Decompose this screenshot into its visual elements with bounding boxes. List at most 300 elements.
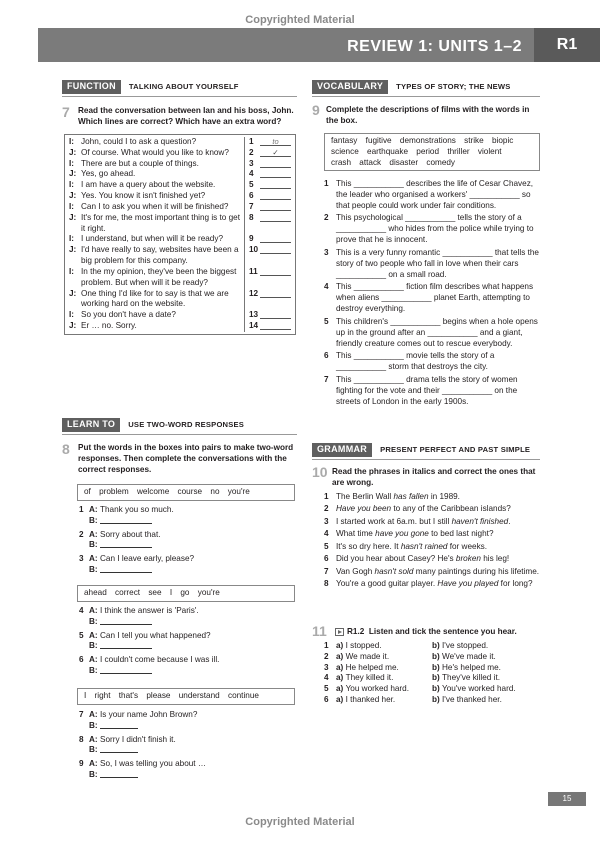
italic-phrase[interactable]: have you gone [375, 529, 429, 539]
prompt-text: Can I tell you what happened? [100, 630, 211, 640]
item-number: 7 [324, 375, 329, 385]
description-text: This psychological ___________ tells the story of a ___________ who hides from the police while trying to prove that he is innocent. [336, 213, 534, 245]
spacer [79, 641, 89, 652]
description-item [324, 317, 544, 349]
line-text: Er … no. Sorry. [81, 321, 137, 331]
divider [62, 434, 297, 435]
task-instruction: Read the phrases in italics and correct the ones that are wrong. [332, 467, 536, 487]
conversation-group-1 [79, 505, 299, 579]
conversation-row [65, 245, 295, 267]
sentence-pair [324, 652, 544, 663]
line-text: John, could I to ask a question? [81, 137, 197, 146]
option-b-text: You've worked hard. [442, 684, 516, 694]
item-number: 2 [79, 529, 84, 539]
response-blank[interactable] [100, 565, 152, 573]
line-number: 6 [244, 191, 254, 202]
divider [312, 96, 540, 97]
word-line: fantasy fugitive demonstrations strike biopic [331, 136, 514, 145]
speaker-b: B: [89, 540, 98, 550]
speaker: I: [69, 310, 75, 320]
description-item [324, 248, 544, 280]
speaker: I: [69, 158, 75, 168]
description-text: This ___________ movie tells the story of a ___________ storm that destroys the city. [336, 351, 495, 372]
audio-play-icon[interactable] [335, 628, 344, 636]
prompt-text: I think the answer is 'Paris'. [100, 606, 199, 615]
speaker-b: B: [89, 515, 98, 525]
word-box-1: of problem welcome course no you're [77, 484, 295, 501]
item-number: 5 [324, 684, 329, 694]
speaker: I: [69, 234, 75, 244]
response-blank[interactable] [100, 641, 152, 649]
option-a-letter: a) [336, 673, 346, 683]
line-number: 4 [244, 169, 254, 180]
speaker-b: B: [89, 641, 98, 651]
task-instruction: Read the conversation between Ian and his boss, John. Which lines are correct? Which have an extra word? [78, 106, 294, 126]
option-b-letter: b) [432, 641, 443, 650]
line-text: Yes. You know it isn't finished yet? [81, 191, 206, 201]
option-a-text: They killed it. [345, 673, 394, 683]
grammar-tag: GRAMMAR [312, 443, 372, 457]
speaker: J: [69, 212, 77, 222]
option-a-letter: a) [336, 684, 346, 694]
conversation-group-2 [79, 606, 299, 680]
dialogue-line [79, 516, 299, 527]
learn-header [62, 418, 244, 432]
speaker-a: A: [89, 655, 98, 665]
dialogue-line [79, 666, 299, 677]
dialogue-line [79, 770, 299, 781]
answer-blank[interactable] [260, 321, 291, 330]
watermark-bottom: Copyrighted Material [245, 816, 355, 828]
description-item [324, 213, 544, 245]
sentence-post: in 1989. [428, 492, 460, 501]
description-text: This ___________ fiction film describes what happens when aliens ___________ planet Earth, attempting to destroy everything. [336, 282, 534, 314]
function-header [62, 80, 239, 94]
line-number: 8 [244, 213, 254, 235]
grammar-header [312, 443, 530, 457]
line-text: Can I to ask you when it will be finished? [81, 201, 229, 211]
conversation-row [65, 137, 295, 148]
response-blank[interactable] [100, 721, 138, 729]
line-number: 14 [244, 321, 254, 332]
vocab-header [312, 80, 511, 94]
item-number: 3 [79, 554, 84, 564]
option-a-text: I stopped. [345, 641, 382, 650]
spacer [79, 540, 89, 551]
speaker-b: B: [89, 720, 98, 730]
option-b-letter: b) [432, 695, 443, 705]
sentence-pair [324, 684, 544, 695]
conversation-row [65, 289, 295, 311]
item-number: 8 [79, 734, 84, 744]
conversation-table [64, 134, 296, 335]
answer-blank[interactable] [260, 213, 291, 222]
speaker-b: B: [89, 745, 98, 755]
conversation-group-3 [79, 710, 299, 784]
conversation-row [65, 321, 295, 332]
speaker-a: A: [89, 529, 98, 539]
conversation-row [65, 191, 295, 202]
item-number: 2 [324, 213, 329, 223]
dialogue-line [79, 530, 299, 541]
italic-phrase[interactable]: haven't finished [451, 516, 509, 526]
response-blank[interactable] [100, 745, 138, 753]
task-number: 11 [312, 623, 327, 639]
option-b-letter: b) [432, 662, 443, 672]
dialogue-line [79, 655, 299, 666]
item-number: 2 [324, 651, 329, 661]
answer-blank[interactable] [260, 289, 291, 298]
item-number: 6 [324, 554, 329, 564]
speaker: J: [69, 288, 77, 298]
option-a-letter: a) [336, 641, 346, 650]
task-instruction: Complete the descriptions of films with the words in the box. [326, 105, 530, 125]
option-b-text: I've stopped. [442, 641, 489, 650]
conversation-row [65, 148, 295, 159]
grammar-item [324, 517, 544, 528]
task-number: 8 [62, 441, 70, 457]
line-number: 3 [244, 159, 254, 170]
description-item [324, 179, 544, 211]
sentence-text [336, 529, 494, 540]
answer-blank[interactable]: ✓ [260, 148, 291, 157]
item-number: 4 [324, 282, 329, 292]
grammar-item [324, 542, 544, 553]
speaker: J: [69, 321, 77, 331]
speaker-a: A: [89, 606, 98, 615]
vocab-tag: VOCABULARY [312, 80, 388, 94]
line-text: So you don't have a date? [81, 310, 176, 320]
option-b-text: I've thanked her. [442, 695, 502, 705]
speaker-b: B: [89, 770, 98, 780]
description-text: This children's ___________ begins when a hole opens up in the ground after an ___________ and a giant, friendly creature comes out to rescue everybody. [336, 316, 538, 348]
item-number: 9 [79, 759, 84, 769]
line-number: 7 [244, 202, 254, 213]
conversation-row [65, 202, 295, 213]
speaker: J: [69, 191, 77, 201]
sentence-pair [324, 673, 544, 684]
item-number: 5 [324, 316, 329, 326]
line-text: I'd have really to say, websites have been a big problem for this company. [81, 245, 239, 266]
task-number: 7 [62, 104, 70, 120]
option-a[interactable] [336, 641, 432, 652]
option-a-letter: a) [336, 695, 346, 705]
answer-blank[interactable] [260, 310, 291, 319]
item-number: 1 [324, 641, 329, 650]
line-text: There are but a couple of things. [81, 158, 199, 168]
sentence-post: to any of the Caribbean islands? [391, 504, 511, 514]
item-number: 3 [324, 516, 329, 526]
option-b[interactable] [432, 695, 502, 706]
sentence-pre: The Berlin Wall [336, 492, 394, 501]
item-number: 6 [79, 655, 84, 665]
line-number: 9 [244, 234, 254, 245]
italic-phrase[interactable]: Have you been [336, 504, 392, 514]
option-a-letter: a) [336, 662, 346, 672]
sentence-text [336, 517, 511, 528]
word-box-3: I right that's please understand continue [77, 688, 295, 705]
speaker: J: [69, 147, 77, 157]
task-number: 9 [312, 102, 320, 118]
prompt-text: Sorry about that. [100, 529, 161, 539]
option-b[interactable] [432, 663, 501, 674]
sentence-text [336, 504, 511, 515]
item-number: 4 [79, 606, 84, 615]
response-blank[interactable] [100, 617, 152, 625]
answer-blank[interactable] [260, 191, 291, 200]
dialogue-line [79, 759, 299, 770]
spacer [79, 770, 89, 781]
sentence-post: to bed last night? [428, 529, 494, 539]
spacer [79, 516, 89, 527]
option-b-text: They've killed it. [442, 673, 501, 683]
review-banner [38, 28, 600, 62]
response-blank[interactable] [100, 666, 152, 674]
function-title: TALKING ABOUT YOURSELF [128, 81, 239, 91]
speaker-a: A: [89, 710, 98, 719]
prompt-text: Is your name John Brown? [100, 710, 198, 719]
spacer [79, 617, 89, 628]
option-a[interactable] [336, 684, 432, 695]
option-a-text: I thanked her. [345, 695, 396, 705]
item-number: 1 [324, 179, 329, 188]
response-blank[interactable] [100, 770, 138, 778]
line-number: 5 [244, 180, 254, 191]
line-text: In the my opinion, they've been the biggest problem. But when will it be ready? [81, 266, 237, 287]
sentence-pre: Did you hear about Casey? He's [336, 554, 456, 564]
prompt-text: Thank you so much. [100, 505, 174, 514]
page-number: 15 [548, 792, 586, 806]
option-a[interactable] [336, 673, 432, 684]
task-instruction: Put the words in the boxes into pairs to make two-word responses. Then complete the conversations with the correct responses. [78, 443, 294, 474]
sentence-text [336, 567, 539, 578]
vocab-word-box [324, 133, 540, 171]
line-number: 12 [244, 289, 254, 311]
conversation-row [65, 234, 295, 245]
sentence-pre: It's so dry here. It [336, 541, 401, 551]
task11-text: Listen and tick the sentence you hear. [368, 627, 517, 636]
item-number: 1 [79, 505, 84, 514]
grammar-item [324, 554, 544, 565]
sentence-pre: What time [336, 529, 376, 539]
line-number: 13 [244, 310, 254, 321]
line-number: 1 [244, 137, 254, 148]
dialogue-line [79, 606, 299, 617]
italic-phrase[interactable]: Have you played [437, 578, 499, 588]
speaker-a: A: [89, 630, 98, 640]
description-item [324, 375, 544, 407]
dialogue-line [79, 631, 299, 642]
option-b[interactable] [432, 684, 516, 695]
spacer [79, 666, 89, 677]
sentence-text [336, 554, 509, 565]
divider [312, 459, 540, 460]
dialogue-line [79, 565, 299, 576]
grammar-item [324, 504, 544, 515]
option-b-letter: b) [432, 673, 443, 683]
sentence-pair [324, 663, 544, 674]
sentence-text [336, 579, 533, 590]
word-line: science earthquake period thriller violent [331, 146, 502, 156]
item-number: 5 [324, 541, 329, 551]
answer-blank[interactable] [260, 202, 291, 211]
description-item [324, 282, 544, 314]
line-text: I am have a query about the website. [81, 180, 216, 190]
grammar-sentences [324, 492, 544, 591]
option-a-text: He helped me. [345, 662, 399, 672]
sentence-pre: Van Gogh [336, 566, 375, 576]
sentence-post: his leg! [480, 554, 510, 564]
answer-blank[interactable] [260, 180, 291, 189]
prompt-text: Sorry I didn't finish it. [100, 734, 176, 744]
item-number: 6 [324, 695, 329, 705]
line-text: Yes, go ahead. [81, 169, 136, 179]
dialogue-line [79, 745, 299, 756]
sentence-post: many paintings during his lifetime. [413, 566, 540, 576]
dialogue-line [79, 721, 299, 732]
vocab-title: TYPES OF STORY; THE NEWS [396, 81, 511, 91]
line-text: One thing I'd like for to say is that we are working hard on the website. [81, 288, 229, 309]
description-text: This is a very funny romantic ___________ that tells the story of two people who fall in love when their cars ___________ on a small road. [336, 247, 539, 279]
answer-blank[interactable] [260, 234, 291, 243]
response-blank[interactable] [100, 540, 152, 548]
speaker: I: [69, 201, 75, 211]
italic-phrase[interactable]: hasn't rained [400, 541, 448, 551]
speaker-b: B: [89, 666, 98, 676]
item-number: 2 [324, 504, 329, 514]
sentence-text [336, 492, 460, 503]
conversation-row [65, 159, 295, 170]
learn-title: USE TWO-WORD RESPONSES [128, 419, 245, 429]
option-a[interactable] [336, 652, 432, 663]
italic-phrase[interactable]: broken [455, 554, 481, 564]
sentence-text [336, 542, 487, 553]
conversation-row [65, 213, 295, 235]
description-text: This ___________ describes the life of Cesar Chavez, the leader who organised a workers' ___________ so that people could work under fair conditions. [336, 179, 534, 210]
option-b-text: We've made it. [442, 651, 496, 661]
conversation-row [65, 310, 295, 321]
italic-phrase[interactable]: hasn't sold [374, 566, 414, 576]
dialogue-line [79, 617, 299, 628]
task-instruction [335, 627, 545, 638]
dialogue-line [79, 710, 299, 721]
option-b[interactable] [432, 652, 496, 663]
answer-blank[interactable] [260, 169, 291, 178]
italic-phrase[interactable]: has fallen [393, 492, 429, 501]
item-number: 3 [324, 662, 329, 672]
option-b[interactable] [432, 641, 488, 652]
line-number: 11 [244, 267, 254, 289]
option-b-text: He's helped me. [442, 662, 501, 672]
answer-blank[interactable] [260, 159, 291, 168]
prompt-text: I couldn't come because I was ill. [100, 655, 220, 665]
option-a-text: We made it. [345, 651, 390, 661]
prompt-text: Can I leave early, please? [100, 554, 195, 564]
item-number: 3 [324, 247, 329, 257]
speaker: I: [69, 137, 75, 146]
speaker-b: B: [89, 616, 98, 626]
description-item [324, 351, 544, 373]
answer-blank[interactable] [260, 267, 291, 276]
prompt-text: So, I was telling you about … [100, 759, 207, 769]
film-descriptions [324, 179, 544, 410]
line-number: 2 [244, 148, 254, 159]
option-b[interactable] [432, 673, 500, 684]
item-number: 4 [324, 673, 329, 683]
speaker: I: [69, 180, 75, 190]
dialogue-line [79, 554, 299, 565]
conversation-row [65, 169, 295, 180]
grammar-item [324, 529, 544, 540]
word-line: crash attack disaster comedy [331, 157, 456, 167]
item-number: 4 [324, 529, 329, 539]
option-a-letter: a) [336, 651, 346, 661]
speaker-a: A: [89, 734, 98, 744]
speaker-b: B: [89, 565, 98, 575]
function-tag: FUNCTION [62, 80, 121, 94]
banner-title: REVIEW 1: UNITS 1–2 [347, 38, 522, 55]
sentence-pre: I started work at 6a.m. but I still [336, 516, 452, 526]
item-number: 6 [324, 351, 329, 361]
speaker-a: A: [89, 554, 98, 564]
item-number: 8 [324, 578, 329, 588]
task-number: 10 [312, 464, 328, 480]
item-number: 7 [324, 566, 329, 576]
sentence-pair [324, 641, 544, 652]
sentence-post: for long? [498, 578, 533, 588]
option-a[interactable] [336, 695, 432, 706]
sentence-post: . [508, 516, 511, 526]
speaker: I: [69, 266, 75, 276]
conversation-row [65, 180, 295, 191]
line-number: 10 [244, 245, 254, 267]
grammar-item [324, 492, 544, 503]
speaker-a: A: [89, 505, 98, 514]
spacer [79, 745, 89, 756]
speaker: J: [69, 245, 77, 255]
line-text: I understand, but when will it be ready? [81, 234, 224, 244]
sentence-pre: You're a good guitar player. [336, 578, 438, 588]
answer-blank[interactable] [260, 245, 291, 254]
spacer [79, 721, 89, 732]
option-a-text: You worked hard. [345, 684, 409, 694]
grammar-item [324, 579, 544, 590]
option-a[interactable] [336, 663, 432, 674]
item-number: 7 [79, 710, 84, 719]
dialogue-line [79, 540, 299, 551]
conversation-row [65, 267, 295, 289]
line-text: Of course. What would you like to know? [81, 147, 229, 157]
response-blank[interactable] [100, 516, 152, 524]
word-box-2: ahead correct see I go you're [77, 585, 295, 602]
watermark-top: Copyrighted Material [245, 14, 355, 26]
dialogue-line [79, 505, 299, 516]
sentence-pairs [324, 641, 544, 706]
grammar-item [324, 567, 544, 578]
audio-track: R1.2 [347, 627, 365, 636]
dialogue-line [79, 735, 299, 746]
answer-blank[interactable]: to [260, 137, 291, 146]
description-text: This ___________ drama tells the story of women fighting for the vote and their ___________ on the streets of London in the early 1900s. [336, 375, 518, 406]
option-b-letter: b) [432, 684, 443, 694]
sentence-pair [324, 695, 544, 706]
speaker: J: [69, 169, 77, 179]
dialogue-line [79, 641, 299, 652]
divider [62, 96, 297, 97]
sentence-post: for weeks. [447, 541, 488, 551]
banner-code: R1 [534, 28, 600, 62]
speaker-a: A: [89, 759, 98, 769]
